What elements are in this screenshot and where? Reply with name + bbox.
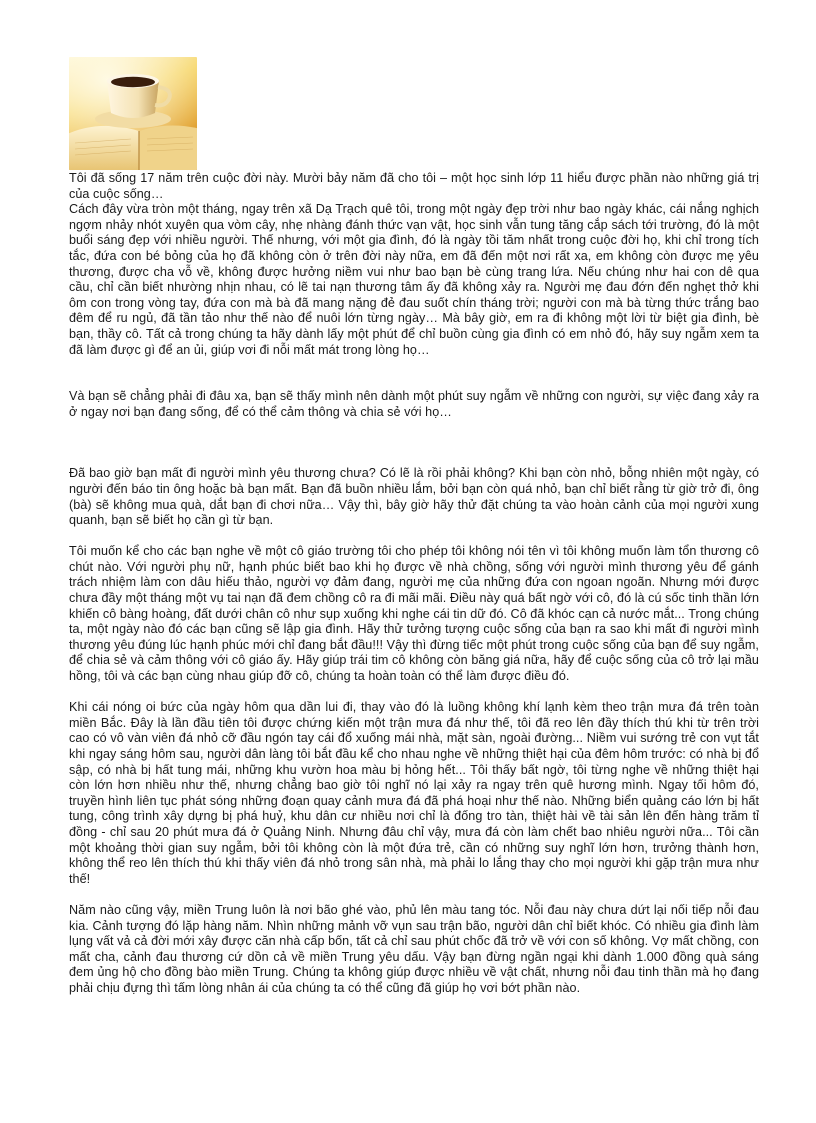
paragraph: Năm nào cũng vậy, miền Trung luôn là nơi bão ghé vào, phủ lên màu tang tóc. Nỗi đau này chưa dứt lại nối tiếp nỗi đau kia. Cảnh tượng đó lặp hàng năm. Nhìn những mảnh vỡ vụn sau trận bão, người dân chỉ biết khóc. Có nhiều gia đình làm lụng vất vả cả đời mới xây được căn nhà cấp bốn, tất cả chỉ sau phút chốc đã trở về với con số không. Vợ mất chồng, con mất cha, cảnh đau thương cứ dồn cả về miền Trung yêu dấu. Vậy bạn đừng ngần ngại khi dành 1.000 đồng quà sáng đem ủng hộ cho đồng bào miền Trung. Chúng ta không giúp được nhiều về vật chất, nhưng nỗi đau tinh thần mà họ đang phải chịu đựng thì tấm lòng nhân ái của chúng ta có thể cũng đã giúp họ vơi bớt phần nào. bbox=[69, 902, 759, 995]
paragraph: Khi cái nóng oi bức của ngày hôm qua dần lui đi, thay vào đó là luồng không khí lạnh kèm theo trận mưa đá trên toàn miền Bắc. Đây là lần đầu tiên tôi được chứng kiến một trận mưa đá như thế, tôi đã reo lên đầy thích thú khi từ trên trời cao có vô vàn viên đá nhỏ cỡ đầu ngón tay cái đổ xuống mái nhà, mặt sàn, ngoài đường... Niềm vui sướng trẻ con vụt tắt khi ngay sáng hôm sau, người dân làng tôi bắt đầu kể cho nhau nghe về những thiệt hại của đêm hôm trước: có nhà bị đổ sập, có nhà bị hất tung mái, những khu vườn hoa màu bị hỏng hết... Tôi thấy bất ngờ, tôi từng nghe về những thiệt hại còn lớn hơn nhiều như thế, nhưng chẳng bao giờ tôi nghĩ nó lại xảy ra ngay trên quê hương mình. Ngay tối hôm đó, truyền hình liên tục phát sóng những đoạn quay cảnh mưa đá đã phá hoại như thế nào. Những biển quảng cáo lớn bị hất tung, công trình xây dựng bị phá huỷ, khu dân cư nhiều nơi chỉ là đống tro tàn, thiệt hài về tài sản lên đến hàng trăm tỉ đồng - chỉ sau 20 phút mưa đá ở Quảng Ninh. Nhưng đâu chỉ vậy, mưa đá còn làm chết bao nhiêu người nữa... Tôi cần một khoảng thời gian suy ngẫm, bởi tôi không còn là một đứa trẻ, cần có những suy nghĩ lớn hơn, trưởng thành hơn, không thể reo lên thích thú khi thấy viên đá nhỏ trong sân nhà, mà phải lo lắng thay cho mọi người khi gặp trận mưa như thế! bbox=[69, 700, 759, 886]
article-body bbox=[69, 171, 759, 997]
paragraph: Tôi đã sống 17 năm trên cuộc đời này. Mười bảy năm đã cho tôi – một học sinh lớp 11 hiểu được phần nào những giá trị của cuộc sống… bbox=[69, 171, 759, 201]
coffee-cup-icon bbox=[69, 57, 197, 170]
paragraph: Đã bao giờ bạn mất đi người mình yêu thương chưa? Có lẽ là rồi phải không? Khi bạn còn nhỏ, bỗng nhiên một ngày, có người đến báo tin ông hoặc bà bạn mất. Bạn đã buồn nhiều lắm, bởi bạn còn quá nhỏ, bạn chỉ biết rằng từ giờ trở đi, ông (bà) sẽ không mua quà, dắt bạn đi chơi nữa… Vậy thì, bây giờ hãy thử đặt chúng ta vào hoàn cảnh của mọi người xung quanh, bạn sẽ biết họ cần gì từ bạn. bbox=[69, 466, 759, 528]
coffee-cup-and-open-book-photo bbox=[69, 57, 197, 170]
paragraph: Và bạn sẽ chẳng phải đi đâu xa, bạn sẽ thấy mình nên dành một phút suy ngẫm về những con người, sự việc đang xảy ra ở ngay nơi bạn đang sống, để có thể cảm thông và chia sẻ với họ… bbox=[69, 389, 759, 419]
paragraph: Cách đây vừa tròn một tháng, ngay trên xã Dạ Trạch quê tôi, trong một ngày đẹp trời như bao ngày khác, cái nắng nghịch ngợm nhảy nhót xuyên qua vòm cây, nhẹ nhàng đánh thức vạn vật, học sinh vẫn tung tăng cắp sách tới trường, đó là một buổi sáng đẹp với nhiều người. Thế nhưng, với một gia đình, đó là ngày tồi tăm nhất trong cuộc đời họ, khi chỉ trong tích tắc, đứa con bé bỏng của họ đã không còn ở trên đời này nữa, em đã đến một nơi rất xa, em không còn được mẹ yêu thương, được cha vỗ về, không được hưởng niềm vui như bao bạn bè cùng trang lứa. Nếu chúng như hai con dê qua cầu, chỉ cần biết nhường nhịn nhau, có lẽ tai nạn thương tâm ấy đã không xảy ra. Người mẹ đau đớn đến nghẹt thở khi ôm con trong vòng tay, đứa con mà bà đã mang nặng đẻ đau suốt chín tháng trời; người con mà bà từng thức trắng bao đêm để ru ngủ, đã tần tảo như thế nào để nuôi lớn từng ngày… Mà bây giờ, em ra đi không một lời từ biệt gia đình, bè bạn, thầy cô. Tất cả trong chúng ta hãy dành lấy một phút để chỉ buồn cùng gia đình có em nhỏ đó, hãy suy ngẫm xem ta đã làm được gì để an ủi, giúp vơi đi nỗi mất mát trong lòng họ… bbox=[69, 202, 759, 357]
paragraph: Tôi muốn kể cho các bạn nghe về một cô giáo trường tôi cho phép tôi không nói tên vì tôi không muốn làm tổn thương cô chút nào. Với người phụ nữ, hạnh phúc biết bao khi họ được về nhà chồng, sống với người mình thương yêu để gánh trách nhiệm làm con dâu hiếu thảo, người vợ đảm đang, người mẹ của những đứa con ngoan ngoãn. Nhưng mới được chưa đầy một tháng một vụ tai nạn đã đem chồng cô ra đi mãi mãi. Điều này quá bất ngờ với cô, đó là cú sốc tinh thần lớn khiến cô bàng hoàng, đất dưới chân cô như sụp xuống khi nghe cái tin dữ đó. Cô đã khóc cạn cả nước mắt... Trong chúng ta, một ngày nào đó các bạn cũng sẽ lập gia đình. Hãy thử tưởng tượng cuộc sống của bạn ra sao khi mất đi người mình thương yêu đúng lúc hạnh phúc mới chỉ đang bắt đầu!!! Vậy thì đừng tiếc một phút trong cuộc sống của bạn để suy ngẫm, để chia sẻ và cảm thông với cô giáo ấy. Hãy giúp trái tim cô không còn băng giá nữa, hãy để cuộc sống của cô trở lại mầu hồng, tôi và các bạn cùng nhau giúp đỡ cô, chúng ta hoàn toàn có thể làm được điều đó. bbox=[69, 544, 759, 684]
